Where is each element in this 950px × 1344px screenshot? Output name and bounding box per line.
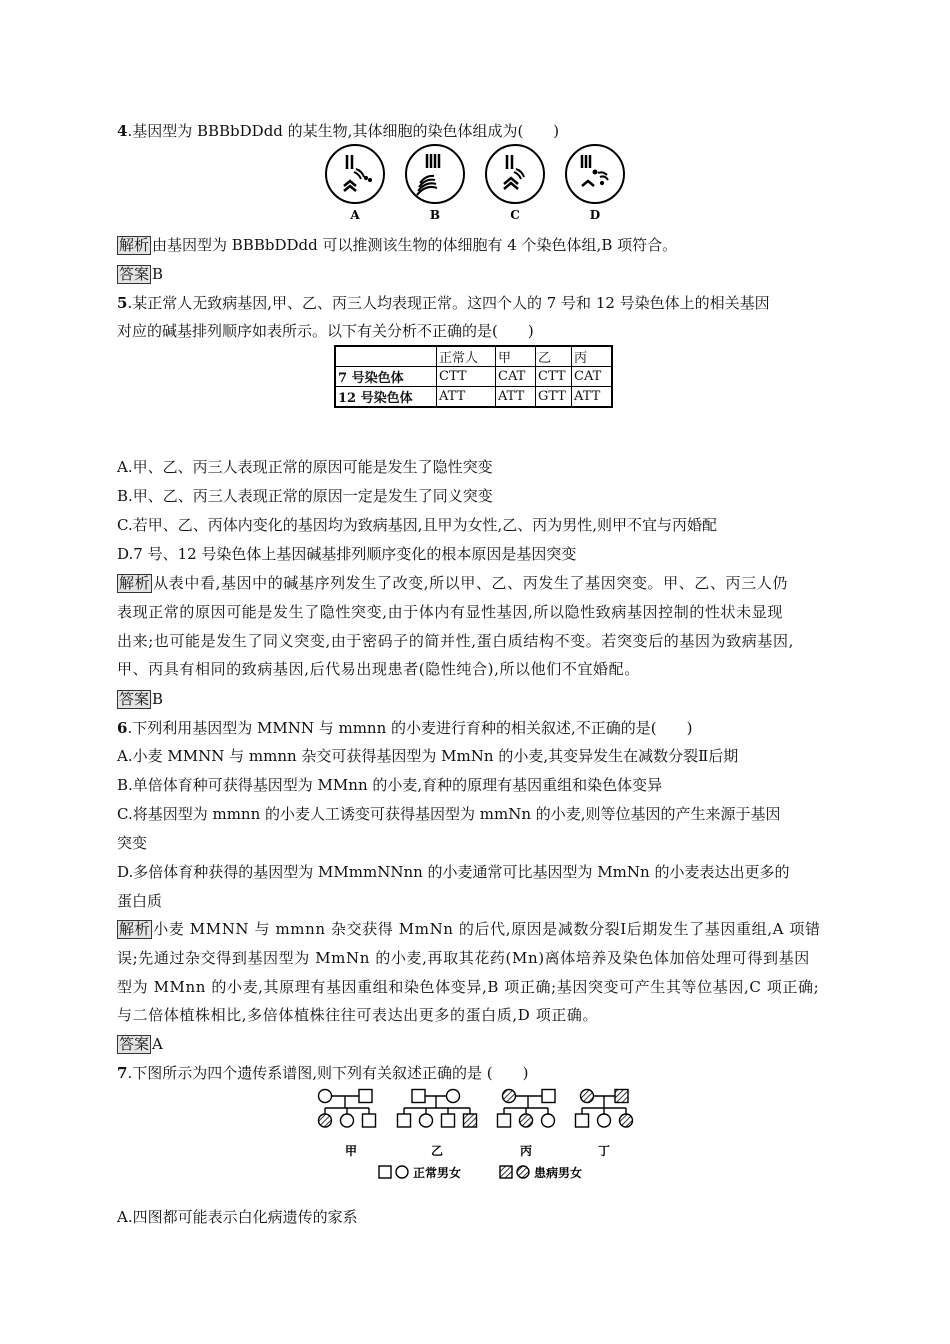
q6-option-b: B.单倍体育种可获得基因型为 MMnn 的小麦,育种的原理有基因重组和染色体变异 bbox=[117, 776, 663, 794]
q4-analysis: 解析 由基因型为 BBBbDDdd 可以推测该生物的体细胞有 4 个染色体组,B 项符合。 bbox=[119, 236, 678, 254]
q7-pedigree-figure bbox=[312, 1082, 642, 1184]
q6-option-d-line2: 蛋白质 bbox=[117, 892, 163, 910]
q5-analysis-line1: 解析 从表中看,基因中的碱基序列发生了改变,所以甲、乙、丙发生了基因突变。甲、乙、丙三人仍 bbox=[119, 574, 788, 592]
q6-option-d-line1: D.多倍体育种获得的基因型为 MMmmNNnn 的小麦通常可比基因型为 MmNn 的小麦表达出更多的 bbox=[117, 863, 790, 881]
q7-number: 7 bbox=[117, 1064, 128, 1082]
q6-answer: 答案 A bbox=[119, 1035, 163, 1053]
q6-analysis-line2: 误;先通过杂交得到基因型为 MmNn 的小麦,再取其花药(Mn)离体培养及染色体加倍处理可得到基因 bbox=[117, 949, 810, 967]
table-cell: 正常人 bbox=[437, 346, 496, 367]
pedigree-label-ding: 丁 bbox=[597, 1144, 611, 1158]
table-cell: 乙 bbox=[536, 346, 572, 367]
pedigree-ding bbox=[576, 1090, 633, 1128]
q4-number: 4 bbox=[117, 122, 128, 140]
q5-option-b: B.甲、乙、丙三人表现正常的原因一定是发生了同义突变 bbox=[117, 487, 493, 505]
table-cell bbox=[335, 346, 437, 367]
pedigree-yi bbox=[398, 1090, 477, 1128]
table-cell: CTT bbox=[437, 367, 496, 387]
q5-number: 5 bbox=[117, 294, 128, 312]
table-cell: CAT bbox=[496, 367, 536, 387]
q6-analysis-line3: 型为 MMnn 的小麦,其原理有基因重组和染色体变异,B 项正确;基因突变可产生其等位基因,C 项正确; bbox=[117, 978, 820, 996]
q4-cell-a bbox=[326, 145, 384, 203]
q5-stem-line1: 5.某正常人无致病基因,甲、乙、丙三人均表现正常。这四个人的 7 号和 12 号染色体上的相关基因 bbox=[117, 294, 770, 312]
q5-answer: 答案 B bbox=[119, 690, 164, 708]
q5-analysis-line2: 表现正常的原因可能是发生了隐性突变,由于体内有显性基因,所以隐性致病基因控制的性状未显现 bbox=[117, 603, 783, 621]
table-cell: 丙 bbox=[572, 346, 613, 367]
q5-analysis-line4: 甲、丙具有相同的致病基因,后代易出现患者(隐性纯合),所以他们不宜婚配。 bbox=[117, 660, 640, 678]
q6-analysis-line4: 与二倍体植株相比,多倍体植株往往可表达出更多的蛋白质,D 项正确。 bbox=[117, 1006, 599, 1024]
answer-tag: 答案 bbox=[119, 690, 150, 708]
table-cell: CTT bbox=[536, 367, 572, 387]
table-cell: 12 号染色体 bbox=[335, 387, 437, 408]
table-cell: CAT bbox=[572, 367, 613, 387]
q4-option-label-d: D bbox=[589, 208, 601, 222]
q5-gene-table bbox=[334, 345, 613, 408]
q4-answer: 答案 B bbox=[119, 265, 164, 283]
q4-cell-d bbox=[566, 145, 624, 203]
q5-option-d: D.7 号、12 号染色体上基因碱基排列顺序变化的根本原因是基因突变 bbox=[117, 545, 577, 563]
q4-option-label-b: B bbox=[429, 208, 441, 222]
table-cell: ATT bbox=[572, 387, 613, 408]
answer-tag: 答案 bbox=[119, 1035, 150, 1053]
q6-option-c-line2: 突变 bbox=[117, 834, 148, 852]
q4-cell-c bbox=[486, 145, 544, 203]
table-cell: 甲 bbox=[496, 346, 536, 367]
q6-option-a: A.小麦 MMNN 与 mmnn 杂交可获得基因型为 MmNn 的小麦,其变异发生在减数分裂Ⅱ后期 bbox=[117, 747, 739, 765]
table-cell: GTT bbox=[536, 387, 572, 408]
answer-tag: 答案 bbox=[119, 265, 150, 283]
q6-stem: 6.下列利用基因型为 MMNN 与 mmnn 的小麦进行育种的相关叙述,不正确的是( ) bbox=[117, 719, 693, 737]
q7-option-a: A.四图都可能表示白化病遗传的家系 bbox=[117, 1208, 358, 1226]
q6-option-c-line1: C.将基因型为 mmnn 的小麦人工诱变可获得基因型为 mmNn 的小麦,则等位基因的产生来源于基因 bbox=[117, 805, 781, 823]
q4-cell-b bbox=[406, 145, 464, 203]
q5-option-c: C.若甲、乙、丙体内变化的基因均为致病基因,且甲为女性,乙、丙为男性,则甲不宜与丙婚配 bbox=[117, 516, 718, 534]
pedigree-bing bbox=[498, 1090, 556, 1128]
analysis-tag: 解析 bbox=[119, 920, 151, 938]
legend-normal-label: 正常男女 bbox=[413, 1166, 462, 1180]
pedigree-label-yi: 乙 bbox=[430, 1144, 444, 1158]
analysis-tag: 解析 bbox=[119, 574, 151, 592]
q4-stem: 4.基因型为 BBBbDDdd 的某生物,其体细胞的染色体组成为( ) bbox=[117, 122, 560, 140]
table-row bbox=[335, 387, 612, 408]
table-cell: ATT bbox=[437, 387, 496, 408]
pedigree-label-bing: 丙 bbox=[519, 1144, 533, 1158]
q5-stem-line2: 对应的碱基排列顺序如表所示。以下有关分析不正确的是( ) bbox=[117, 322, 534, 340]
table-header-row bbox=[335, 346, 612, 367]
q4-option-label-c: C bbox=[510, 208, 520, 222]
table-cell: 7 号染色体 bbox=[335, 367, 437, 387]
q5-option-a: A.甲、乙、丙三人表现正常的原因可能是发生了隐性突变 bbox=[117, 458, 493, 476]
pedigree-label-jia: 甲 bbox=[344, 1144, 358, 1158]
q5-analysis-line3: 出来;也可能是发生了同义突变,由于密码子的简并性,蛋白质结构不变。若突变后的基因为致病基因, bbox=[117, 632, 794, 650]
q6-analysis-line1: 解析 小麦 MMNN 与 mmnn 杂交获得 MmNn 的后代,原因是减数分裂Ⅰ后期发生了基因重组,A 项错 bbox=[119, 920, 821, 938]
table-row bbox=[335, 367, 612, 387]
q6-number: 6 bbox=[117, 719, 128, 737]
q7-stem: 7.下图所示为四个遗传系谱图,则下列有关叙述正确的是 ( ) bbox=[117, 1064, 529, 1082]
table-cell: ATT bbox=[496, 387, 536, 408]
pedigree-jia bbox=[319, 1090, 376, 1128]
analysis-tag: 解析 bbox=[119, 236, 150, 254]
q4-chromosome-figure bbox=[320, 143, 630, 223]
q4-option-label-a: A bbox=[350, 208, 360, 222]
legend-affected-label: 患病男女 bbox=[534, 1166, 583, 1180]
